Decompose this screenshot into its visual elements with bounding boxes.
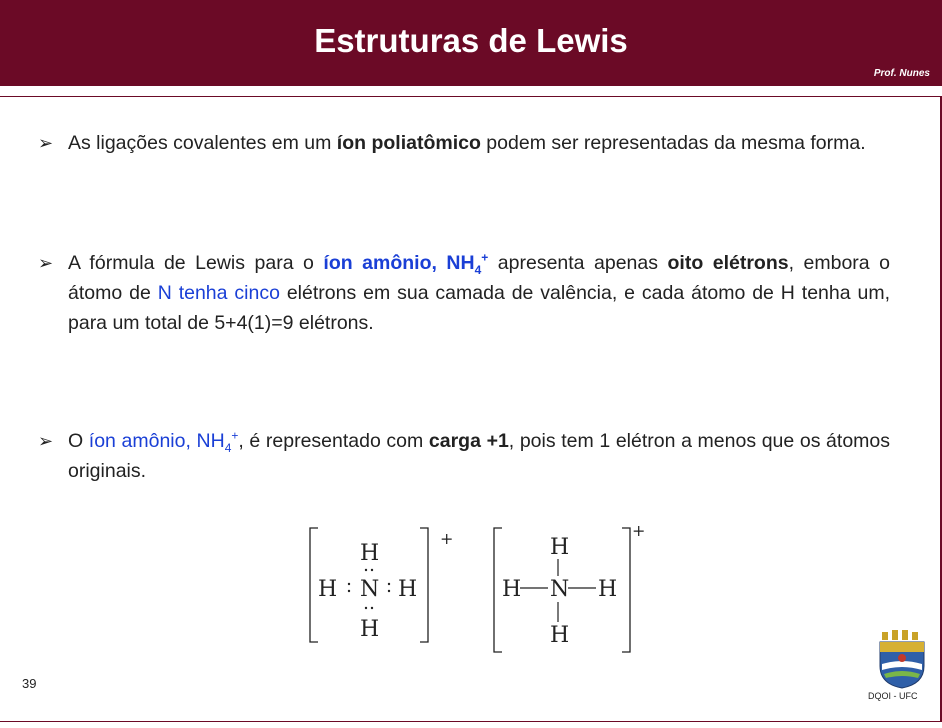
text-run: N tenha cinco [157,282,280,304]
bullet-ammonium-formula [38,248,890,338]
logo-caption: DQOI - UFC [868,691,918,701]
arrow-bullet-icon: ➢ [38,133,54,153]
text-run: 4 [224,440,232,455]
right-bracket [622,528,630,652]
atom-h-right: H [398,577,418,602]
electron-dot [371,607,373,609]
text-run: elétrons em sua camada de valência, e cada átomo de H tenha um, para um total de 5+4(1)=9 elétrons. [68,282,890,334]
slide-title: Estruturas de Lewis [314,22,628,59]
electron-dot [348,590,350,592]
electron-dot [365,607,367,609]
bullet-ammonium-charge [38,426,890,486]
text-run: carga +1 [428,430,509,452]
charge-label: + [440,529,454,548]
atom-h-right: H [598,577,618,602]
text-run: apresenta apenas [488,252,668,274]
charge-label: + [632,521,646,540]
text-run: íon poliatômico [336,132,481,154]
bullet-text [68,248,890,338]
right-bracket [420,528,428,642]
author-label: Prof. Nunes [873,68,930,79]
lewis-dot-structure [310,528,453,642]
electron-dot [388,583,390,585]
atom-h-bottom: H [550,623,570,648]
bullet-polyatomic-ion [38,128,890,158]
ufc-logo-icon [872,630,932,690]
left-bracket [494,528,502,652]
slide-number: 39 [22,676,37,691]
arrow-bullet-icon: ➢ [38,431,54,451]
left-bracket [310,528,318,642]
electron-dot [365,569,367,571]
electron-dot [371,569,373,571]
text-run: , é representado com [238,430,429,452]
bullet-text [68,426,890,486]
text-run: oito elétrons [667,252,789,274]
text-run: + [481,250,489,265]
atom-h-left: H [318,577,338,602]
atom-h-top: H [360,541,380,566]
atom-n-center: N [550,577,570,602]
atom-n-center: N [360,577,380,602]
text-run: As ligações covalentes em um [68,132,337,154]
header-bar [0,0,942,86]
text-run: 4 [474,262,482,277]
text-run: íon amônio, NH [323,252,475,274]
atom-h-left: H [502,577,522,602]
text-run: + [231,428,239,443]
lewis-structures [290,514,660,664]
atom-h-top: H [550,535,570,560]
electron-dot [388,590,390,592]
arrow-bullet-icon: ➢ [38,253,54,273]
bullet-text [68,128,890,158]
text-run: íon amônio, NH [88,430,225,452]
text-run: , pois tem 1 elétron a menos que os átomos originais. [68,430,891,482]
text-run: podem ser representadas da mesma forma. [480,132,866,154]
text-run: A fórmula de Lewis para o [68,252,324,274]
atom-h-bottom: H [360,617,380,642]
text-run: , embora o átomo de [68,252,890,304]
electron-dot [348,583,350,585]
lewis-bond-structure [494,521,645,652]
text-run: O [68,430,89,452]
